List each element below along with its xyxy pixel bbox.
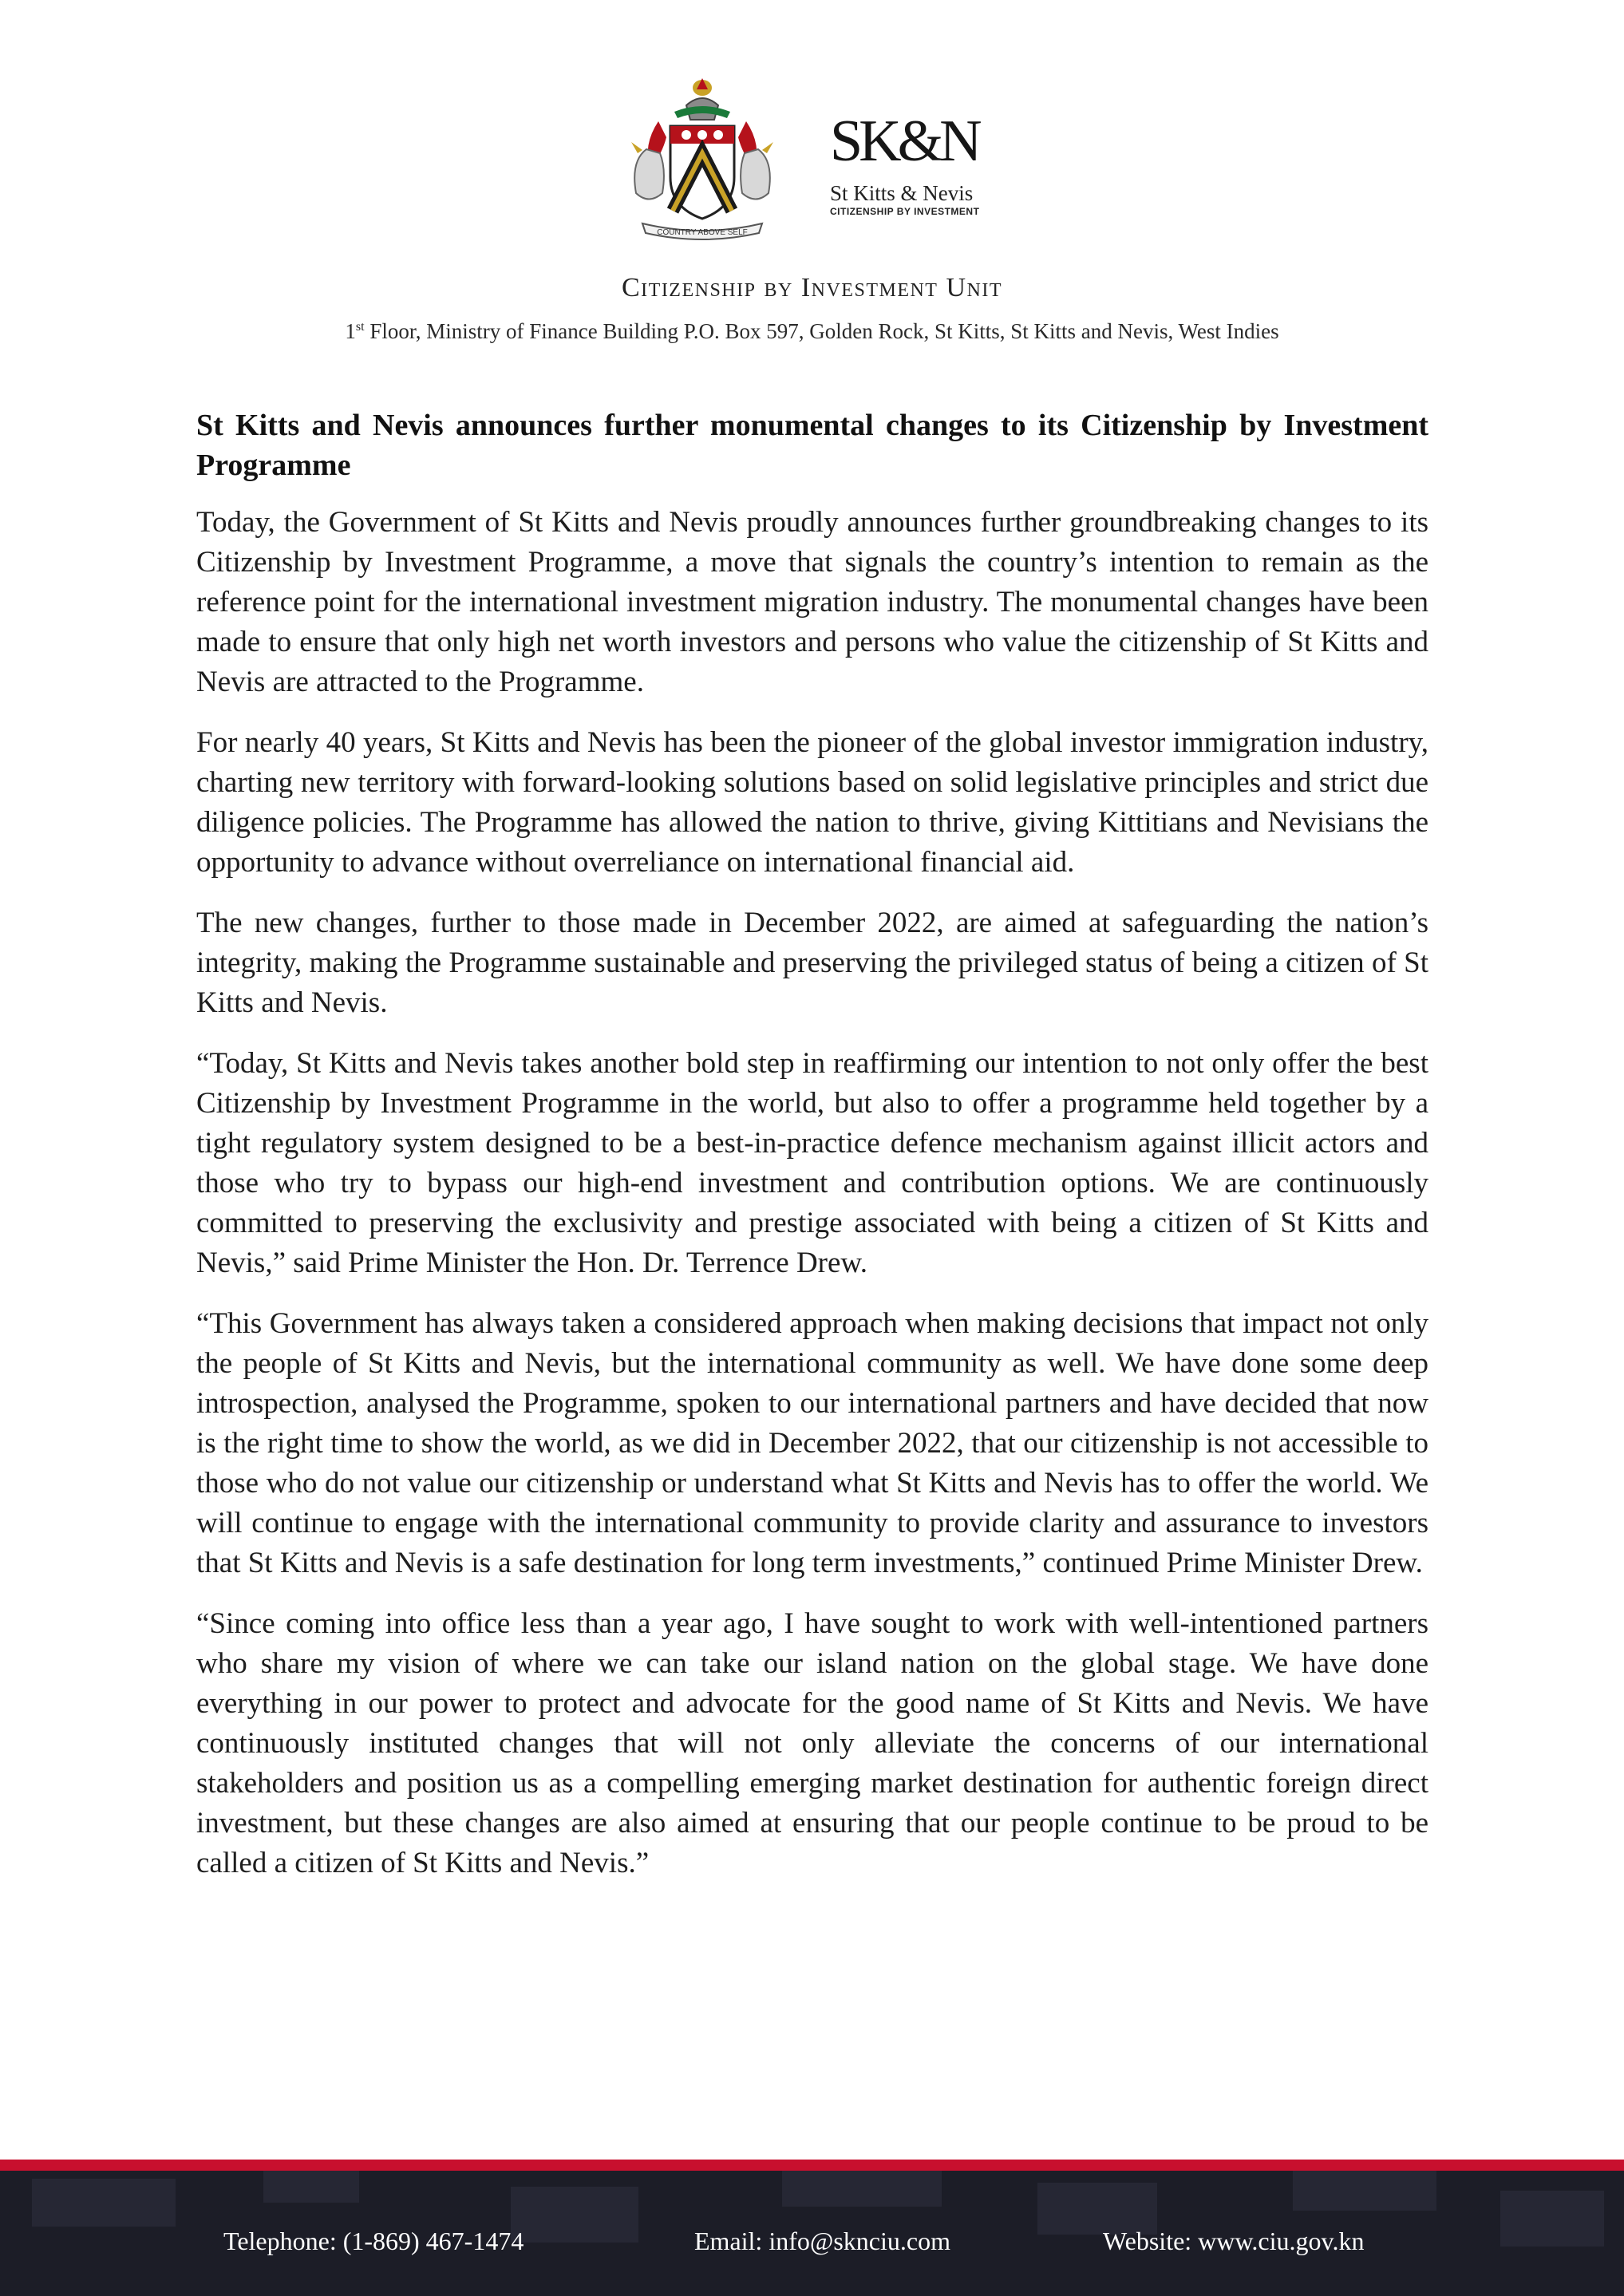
paragraph: “Today, St Kitts and Nevis takes another bold step in reaffirming our intention to not only offer the best Citizenship by Investment Programme in the world, but also to offer a programme held together by a tight regulatory system designed to be a best-in-practice defence mechanism against illicit actors and those who try to bypass our high-end investment and contribution options. We are continuously committed to preserving the exclusivity and prestige associated with being a citizen of St Kitts and Nevis,” said Prime Minister the Hon. Dr. Terrence Drew. [196,1047,1428,1279]
paragraph: “This Government has always taken a considered approach when making decisions that impact not only the people of St Kitts and Nevis, but the international community as well. We have done some deep introspection, analysed the Programme, spoken to our international partners and have decided that now is the right time to show the world, as we did in December 2022, that our citizenship is not accessible to those who do not value our citizenship or understand what St Kitts and Nevis has to offer the world. We will continue to engage with the international community to provide clarity and assurance to investors that St Kitts and Nevis is a safe destination for long term investments,” continued Prime Minister Drew. [196,1307,1428,1579]
paragraph: Today, the Government of St Kitts and Nevis proudly announces further groundbreaking changes to its Citizenship by Investment Programme, a move that signals the country’s intention to remain as the reference point for the international investment migration industry. The monumental changes have been made to ensure that only high net worth investors and persons who value the citizenship of St Kitts and Nevis are attracted to the Programme. [196,506,1428,698]
paragraph: “Since coming into office less than a year ago, I have sought to work with well-intentioned partners who share my vision of where we can take our island nation on the global stage. We have done everything in our power to protect and advocate for the good name of St Kitts and Nevis. We have continuously instituted changes that will not only alleviate the concerns of our international stakeholders and position us as a compelling emerging market destination for authentic foreign direct investment, but these changes are also aimed at ensuring that our people continue to be proud to be called a citizen of St Kitts and Nevis.” [196,1607,1428,1879]
unit-address: 1st Floor, Ministry of Finance Building P.O. Box 597, Golden Rock, St Kitts, St Kitts and Nevis, West Indies [345,319,1279,343]
brand-tagline: CITIZENSHIP BY INVESTMENT [830,206,980,217]
footer-red-stripe [0,2160,1624,2171]
coat-of-arms-logo [626,73,778,241]
footer-telephone: Telephone: (1-869) 467-1474 [223,2227,524,2255]
paragraph: The new changes, further to those made in December 2022, are aimed at safeguarding the nation’s integrity, making the Programme sustainable and preserving the privileged status of being a citizen of St Kitts and Nevis. [196,907,1428,1019]
press-release-headline: St Kitts and Nevis announces further monumental changes to its Citizenship by Investment Programme [196,409,1428,482]
unit-title: Citizenship by Investment Unit [621,273,1003,302]
press-release [196,405,1428,1904]
crest-motto: COUNTRY ABOVE SELF [657,228,748,237]
brand-mark: SK&N [830,109,978,174]
letterhead [0,0,1624,375]
footer-website[interactable]: Website: www.ciu.gov.kn [1103,2227,1365,2255]
paragraph: For nearly 40 years, St Kitts and Nevis has been the pioneer of the global investor immigration industry, charting new territory with forward-looking solutions based on solid legislative principles and strict due diligence policies. The Programme has allowed the nation to thrive, giving Kittitians and Nevisians the opportunity to advance without overreliance on international financial aid. [196,726,1428,879]
brand-name: St Kitts & Nevis [830,181,974,205]
footer-email[interactable]: Email: info@sknciu.com [694,2227,950,2255]
sknciu-logo [830,109,1006,217]
